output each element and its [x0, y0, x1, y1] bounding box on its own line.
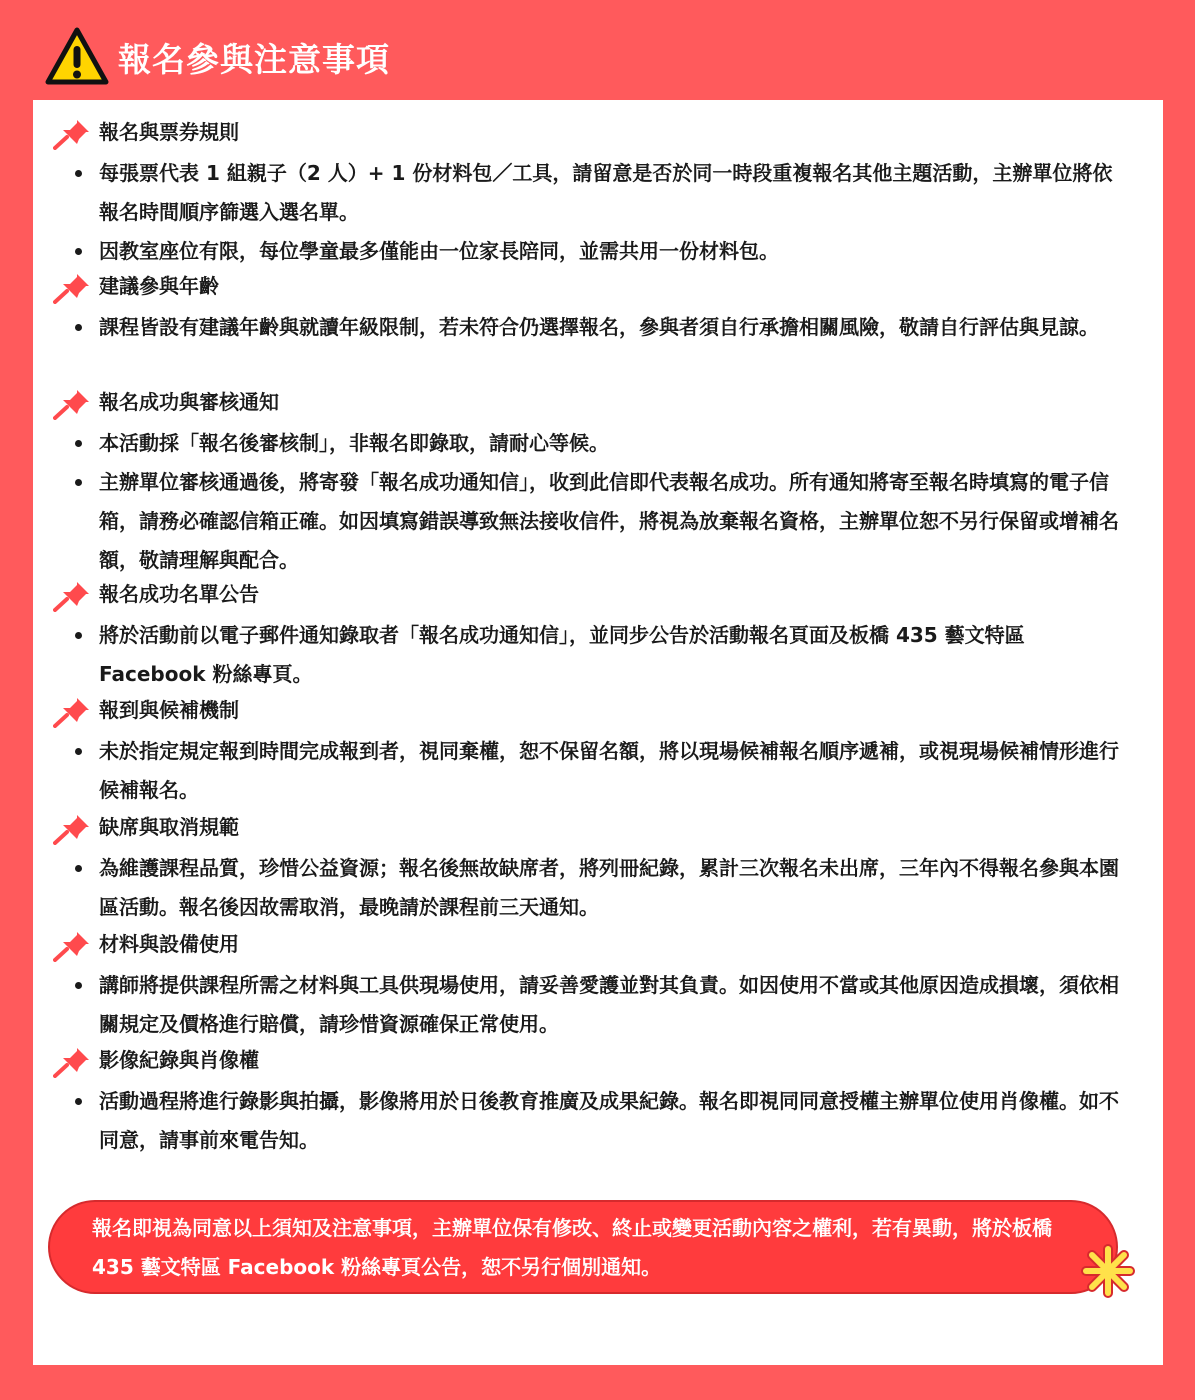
pushpin-icon	[53, 272, 91, 304]
list-item: 因教室座位有限，每位學童最多僅能由一位家長陪同，並需共用一份材料包。	[33, 232, 1129, 271]
section-title: 缺席與取消規範	[99, 815, 239, 839]
section-title: 報名成功名單公告	[99, 582, 259, 606]
page-title: 報名參與注意事項	[118, 39, 390, 79]
notice-text: 報名即視為同意以上須知及注意事項，主辦單位保有修改、終止或變更活動內容之權利，若有異動，將於板橋 435 藝文特區 Facebook 粉絲專頁公告，恕不另行個別通知。	[92, 1216, 1052, 1279]
content-card	[33, 100, 1163, 1365]
pushpin-icon	[53, 388, 91, 420]
list-item: 講師將提供課程所需之材料與工具供現場使用，請妥善愛護並對其負責。如因使用不當或其他原因造成損壞，須依相關規定及價格進行賠償，請珍惜資源確保正常使用。	[33, 966, 1129, 1044]
pushpin-icon	[53, 1046, 91, 1078]
pushpin-icon	[53, 696, 91, 728]
section-materials	[33, 928, 1163, 1044]
list-item: 本活動採「報名後審核制」，非報名即錄取，請耐心等候。	[33, 424, 1129, 463]
pushpin-icon	[53, 930, 91, 962]
list-item: 為維護課程品質，珍惜公益資源；報名後無故缺席者，將列冊紀錄，累計三次報名未出席，三年內不得報名參與本園區活動。報名後因故需取消，最晚請於課程前三天通知。	[33, 849, 1129, 927]
asterisk-burst-icon	[1081, 1244, 1135, 1298]
section-absence	[33, 811, 1163, 927]
section-portrait	[33, 1044, 1163, 1160]
section-title: 報名成功與審核通知	[99, 390, 279, 414]
page-header	[44, 24, 390, 90]
section-review	[33, 386, 1163, 580]
warning-icon	[44, 26, 110, 88]
list-item: 活動過程將進行錄影與拍攝，影像將用於日後教育推廣及成果紀錄。報名即視同同意授權主辦單位使用肖像權。如不同意，請事前來電告知。	[33, 1082, 1129, 1160]
section-announcement	[33, 578, 1163, 694]
section-checkin	[33, 694, 1163, 810]
section-title: 材料與設備使用	[99, 932, 239, 956]
section-title: 建議參與年齡	[99, 274, 219, 298]
notice-banner	[48, 1200, 1118, 1294]
list-item: 課程皆設有建議年齡與就讀年級限制，若未符合仍選擇報名，參與者須自行承擔相關風險，敬請自行評估與見諒。	[33, 308, 1129, 347]
list-item: 每張票代表 1 組親子（2 人）+ 1 份材料包／工具，請留意是否於同一時段重複報名其他主題活動，主辦單位將依報名時間順序篩選入選名單。	[33, 154, 1129, 232]
section-title: 報名與票券規則	[99, 120, 239, 144]
section-title: 影像紀錄與肖像權	[99, 1048, 259, 1072]
list-item: 未於指定規定報到時間完成報到者，視同棄權，恕不保留名額，將以現場候補報名順序遞補，或視現場候補情形進行候補報名。	[33, 732, 1129, 810]
pushpin-icon	[53, 118, 91, 150]
pushpin-icon	[53, 580, 91, 612]
list-item: 主辦單位審核通過後，將寄發「報名成功通知信」，收到此信即代表報名成功。所有通知將寄至報名時填寫的電子信箱，請務必確認信箱正確。如因填寫錯誤導致無法接收信件，將視為放棄報名資格，主辦單位恕不另行保留或增補名額，敬請理解與配合。	[33, 463, 1129, 580]
section-age	[33, 270, 1163, 347]
section-ticket-rules	[33, 116, 1163, 271]
section-title: 報到與候補機制	[99, 698, 239, 722]
pushpin-icon	[53, 813, 91, 845]
list-item: 將於活動前以電子郵件通知錄取者「報名成功通知信」，並同步公告於活動報名頁面及板橋 435 藝文特區 Facebook 粉絲專頁。	[33, 616, 1129, 694]
